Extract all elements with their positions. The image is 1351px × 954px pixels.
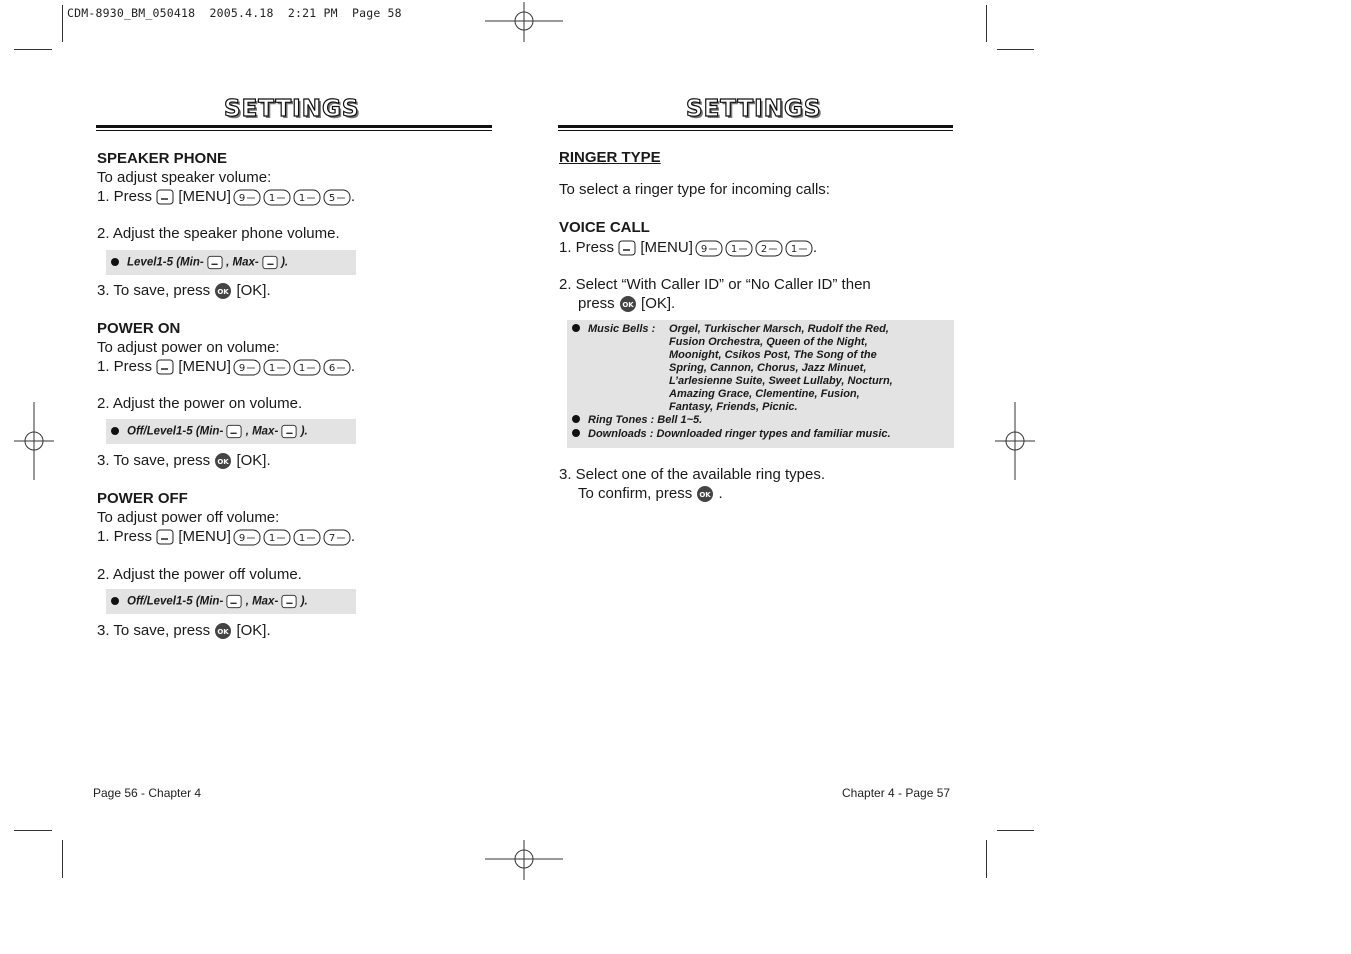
ok-key-icon (214, 622, 232, 640)
crop-mark (14, 830, 52, 831)
key-digit: 1 (268, 532, 276, 544)
step-text: press (578, 295, 615, 312)
crop-mark (997, 830, 1034, 831)
keypad-key-1-icon (785, 240, 813, 257)
right-soft-key-icon (281, 424, 297, 439)
step-3 (97, 451, 271, 470)
bullet-icon (572, 415, 580, 423)
left-soft-key-icon (207, 255, 223, 270)
note-box (106, 589, 356, 614)
step-text: 3. To save, press (97, 622, 211, 639)
section-heading: RINGER TYPE (559, 149, 661, 166)
key-digit: 1 (268, 362, 276, 374)
menu-label: [MENU] (178, 188, 231, 205)
note-box (567, 320, 954, 448)
key-digit: 1 (730, 243, 738, 255)
step-text: 1. Press (97, 528, 153, 545)
bullet-icon (111, 258, 119, 266)
section-intro: To adjust power off volume: (97, 509, 280, 526)
ok-label: [OK]. (236, 452, 271, 469)
note-line: Moonight, Csikos Post, The Song of the (669, 349, 877, 361)
step-text: 3. To save, press (97, 282, 211, 299)
svg-text:OK: OK (217, 288, 229, 297)
note-line: Amazing Grace, Clementine, Fusion, (669, 388, 860, 400)
key-digit: 1 (298, 192, 306, 204)
ok-key-icon (214, 452, 232, 470)
note-text: Off/Level1-5 (Min- (127, 425, 224, 438)
keypad-key-5-icon (323, 189, 351, 206)
svg-text:OK: OK (217, 628, 229, 637)
step-text: 3. To save, press (97, 452, 211, 469)
crop-mark (14, 49, 52, 50)
page-title: SETTINGS (224, 96, 360, 122)
key-digit: 1 (790, 243, 798, 255)
svg-text:OK: OK (699, 491, 712, 500)
step-text: 1. Press (97, 188, 153, 205)
step-3: 3. Select one of the available ring types. (559, 466, 826, 483)
print-header: CDM-8930_BM_050418 2005.4.18 2:21 PM Page 58 (67, 6, 402, 20)
note-box (106, 419, 356, 444)
title-rule (96, 130, 492, 131)
keypad-key-1-icon (263, 359, 291, 376)
ok-label: [OK]. (641, 295, 676, 312)
step-1: 1. Press [MENU] 9 1 1 6 . (97, 358, 356, 375)
crop-mark (62, 5, 63, 42)
note-text: Level1-5 (Min- (127, 256, 204, 269)
key-digit: 6 (328, 362, 336, 374)
ok-label: [OK]. (236, 622, 271, 639)
step-3 (97, 281, 271, 300)
step-text: 1. Press (559, 239, 615, 256)
note-text: Downloads : Downloaded ringer types and familiar music. (588, 428, 891, 440)
step-text: 1. Press (97, 358, 153, 375)
svg-text:OK: OK (622, 301, 634, 310)
note-text: , Max- (245, 595, 279, 608)
title-rule (558, 130, 953, 131)
note-text: , Max- (226, 256, 259, 269)
keypad-key-1-icon (293, 189, 321, 206)
note-box (106, 250, 356, 275)
note-label: Music Bells : (588, 323, 656, 335)
note-text: Off/Level1-5 (Min- (127, 595, 224, 608)
left-soft-key-icon (156, 529, 174, 545)
crop-mark (986, 5, 987, 42)
crop-mark (986, 840, 987, 878)
note-text: Ring Tones : Bell 1~5. (588, 414, 703, 426)
step-3 (97, 621, 271, 640)
section-intro: To select a ringer type for incoming calls: (559, 181, 830, 198)
menu-label: [MENU] (640, 239, 693, 256)
section-heading: POWER ON (97, 320, 181, 337)
note-line: L’arlesienne Suite, Sweet Lullaby, Nocturn, (669, 375, 893, 387)
note-text: ). (300, 595, 308, 608)
note-text: ). (281, 256, 289, 269)
note-text: ). (300, 425, 308, 438)
note-text: , Max- (245, 425, 279, 438)
section-heading: SPEAKER PHONE (97, 150, 228, 167)
step-3-cont (578, 484, 723, 503)
left-soft-key-icon (226, 594, 242, 609)
left-soft-key-icon (226, 424, 242, 439)
keypad-key-1-icon (293, 529, 321, 546)
key-digit: 1 (298, 532, 306, 544)
key-digit: 9 (700, 243, 708, 255)
note-line: Fantasy, Friends, Picnic. (669, 401, 798, 413)
keypad-key-1-icon (725, 240, 753, 257)
title-rule (558, 125, 953, 128)
right-soft-key-icon (262, 255, 278, 270)
registration-mark-icon (485, 2, 563, 42)
step-2-cont (578, 294, 675, 313)
bullet-icon (572, 429, 580, 437)
step-text: To confirm, press (578, 485, 693, 502)
keypad-key-1-icon (263, 529, 291, 546)
key-digit: 1 (268, 192, 276, 204)
crop-mark (62, 840, 63, 878)
ok-key-icon (619, 295, 637, 313)
section-intro: To adjust speaker volume: (97, 169, 272, 186)
key-digit: 5 (328, 192, 336, 204)
menu-label: [MENU] (178, 358, 231, 375)
keypad-key-9-icon (233, 189, 261, 206)
ok-label: [OK]. (236, 282, 271, 299)
left-soft-key-icon (618, 240, 636, 256)
keypad-key-1-icon (263, 189, 291, 206)
keypad-key-9-icon (233, 359, 261, 376)
step-2: 2. Select “With Caller ID” or “No Caller ID” then (559, 276, 871, 293)
key-digit: 1 (298, 362, 306, 374)
menu-label: [MENU] (178, 528, 231, 545)
crop-mark (997, 49, 1034, 50)
step-2: 2. Adjust the power on volume. (97, 395, 303, 412)
keypad-key-2-icon (755, 240, 783, 257)
page-footer: Chapter 4 - Page 57 (842, 786, 951, 800)
registration-mark-icon (995, 402, 1035, 480)
page-title: SETTINGS (686, 96, 822, 122)
keypad-key-7-icon (323, 529, 351, 546)
keypad-key-1-icon (293, 359, 321, 376)
svg-text:OK: OK (217, 458, 229, 467)
title-rule (96, 125, 492, 128)
page-footer: Page 56 - Chapter 4 (93, 786, 202, 800)
ok-key-icon (696, 485, 714, 503)
key-digit: 9 (238, 192, 246, 204)
step-1: 1. Press [MENU] 9 1 1 5 . (97, 188, 356, 205)
step-2: 2. Adjust the speaker phone volume. (97, 225, 340, 242)
registration-mark-icon (14, 402, 54, 480)
keypad-key-9-icon (695, 240, 723, 257)
registration-mark-icon (485, 840, 563, 880)
bullet-icon (111, 427, 119, 435)
section-intro: To adjust power on volume: (97, 339, 280, 356)
step-1: 1. Press [MENU] 9 1 1 7 . (97, 528, 356, 545)
left-soft-key-icon (156, 189, 174, 205)
section-heading: POWER OFF (97, 490, 188, 507)
note-line: Spring, Cannon, Chorus, Jazz Minuet, (669, 362, 867, 374)
section-heading: VOICE CALL (559, 219, 650, 236)
ok-key-icon (214, 282, 232, 300)
keypad-key-6-icon (323, 359, 351, 376)
music-bells-list (669, 323, 893, 414)
key-digit: 2 (760, 243, 768, 255)
left-soft-key-icon (156, 359, 174, 375)
step-2: 2. Adjust the power off volume. (97, 566, 302, 583)
bullet-icon (572, 324, 580, 332)
step-1: 1. Press [MENU] 9 1 2 1 . (559, 239, 818, 256)
key-digit: 9 (238, 532, 246, 544)
note-line: Fusion Orchestra, Queen of the Night, (669, 336, 868, 348)
keypad-key-9-icon (233, 529, 261, 546)
key-digit: 7 (328, 532, 336, 544)
key-digit: 9 (238, 362, 246, 374)
note-line: Orgel, Turkischer Marsch, Rudolf the Red, (669, 323, 889, 335)
bullet-icon (111, 597, 119, 605)
right-soft-key-icon (281, 594, 297, 609)
step-text: . (718, 485, 723, 502)
